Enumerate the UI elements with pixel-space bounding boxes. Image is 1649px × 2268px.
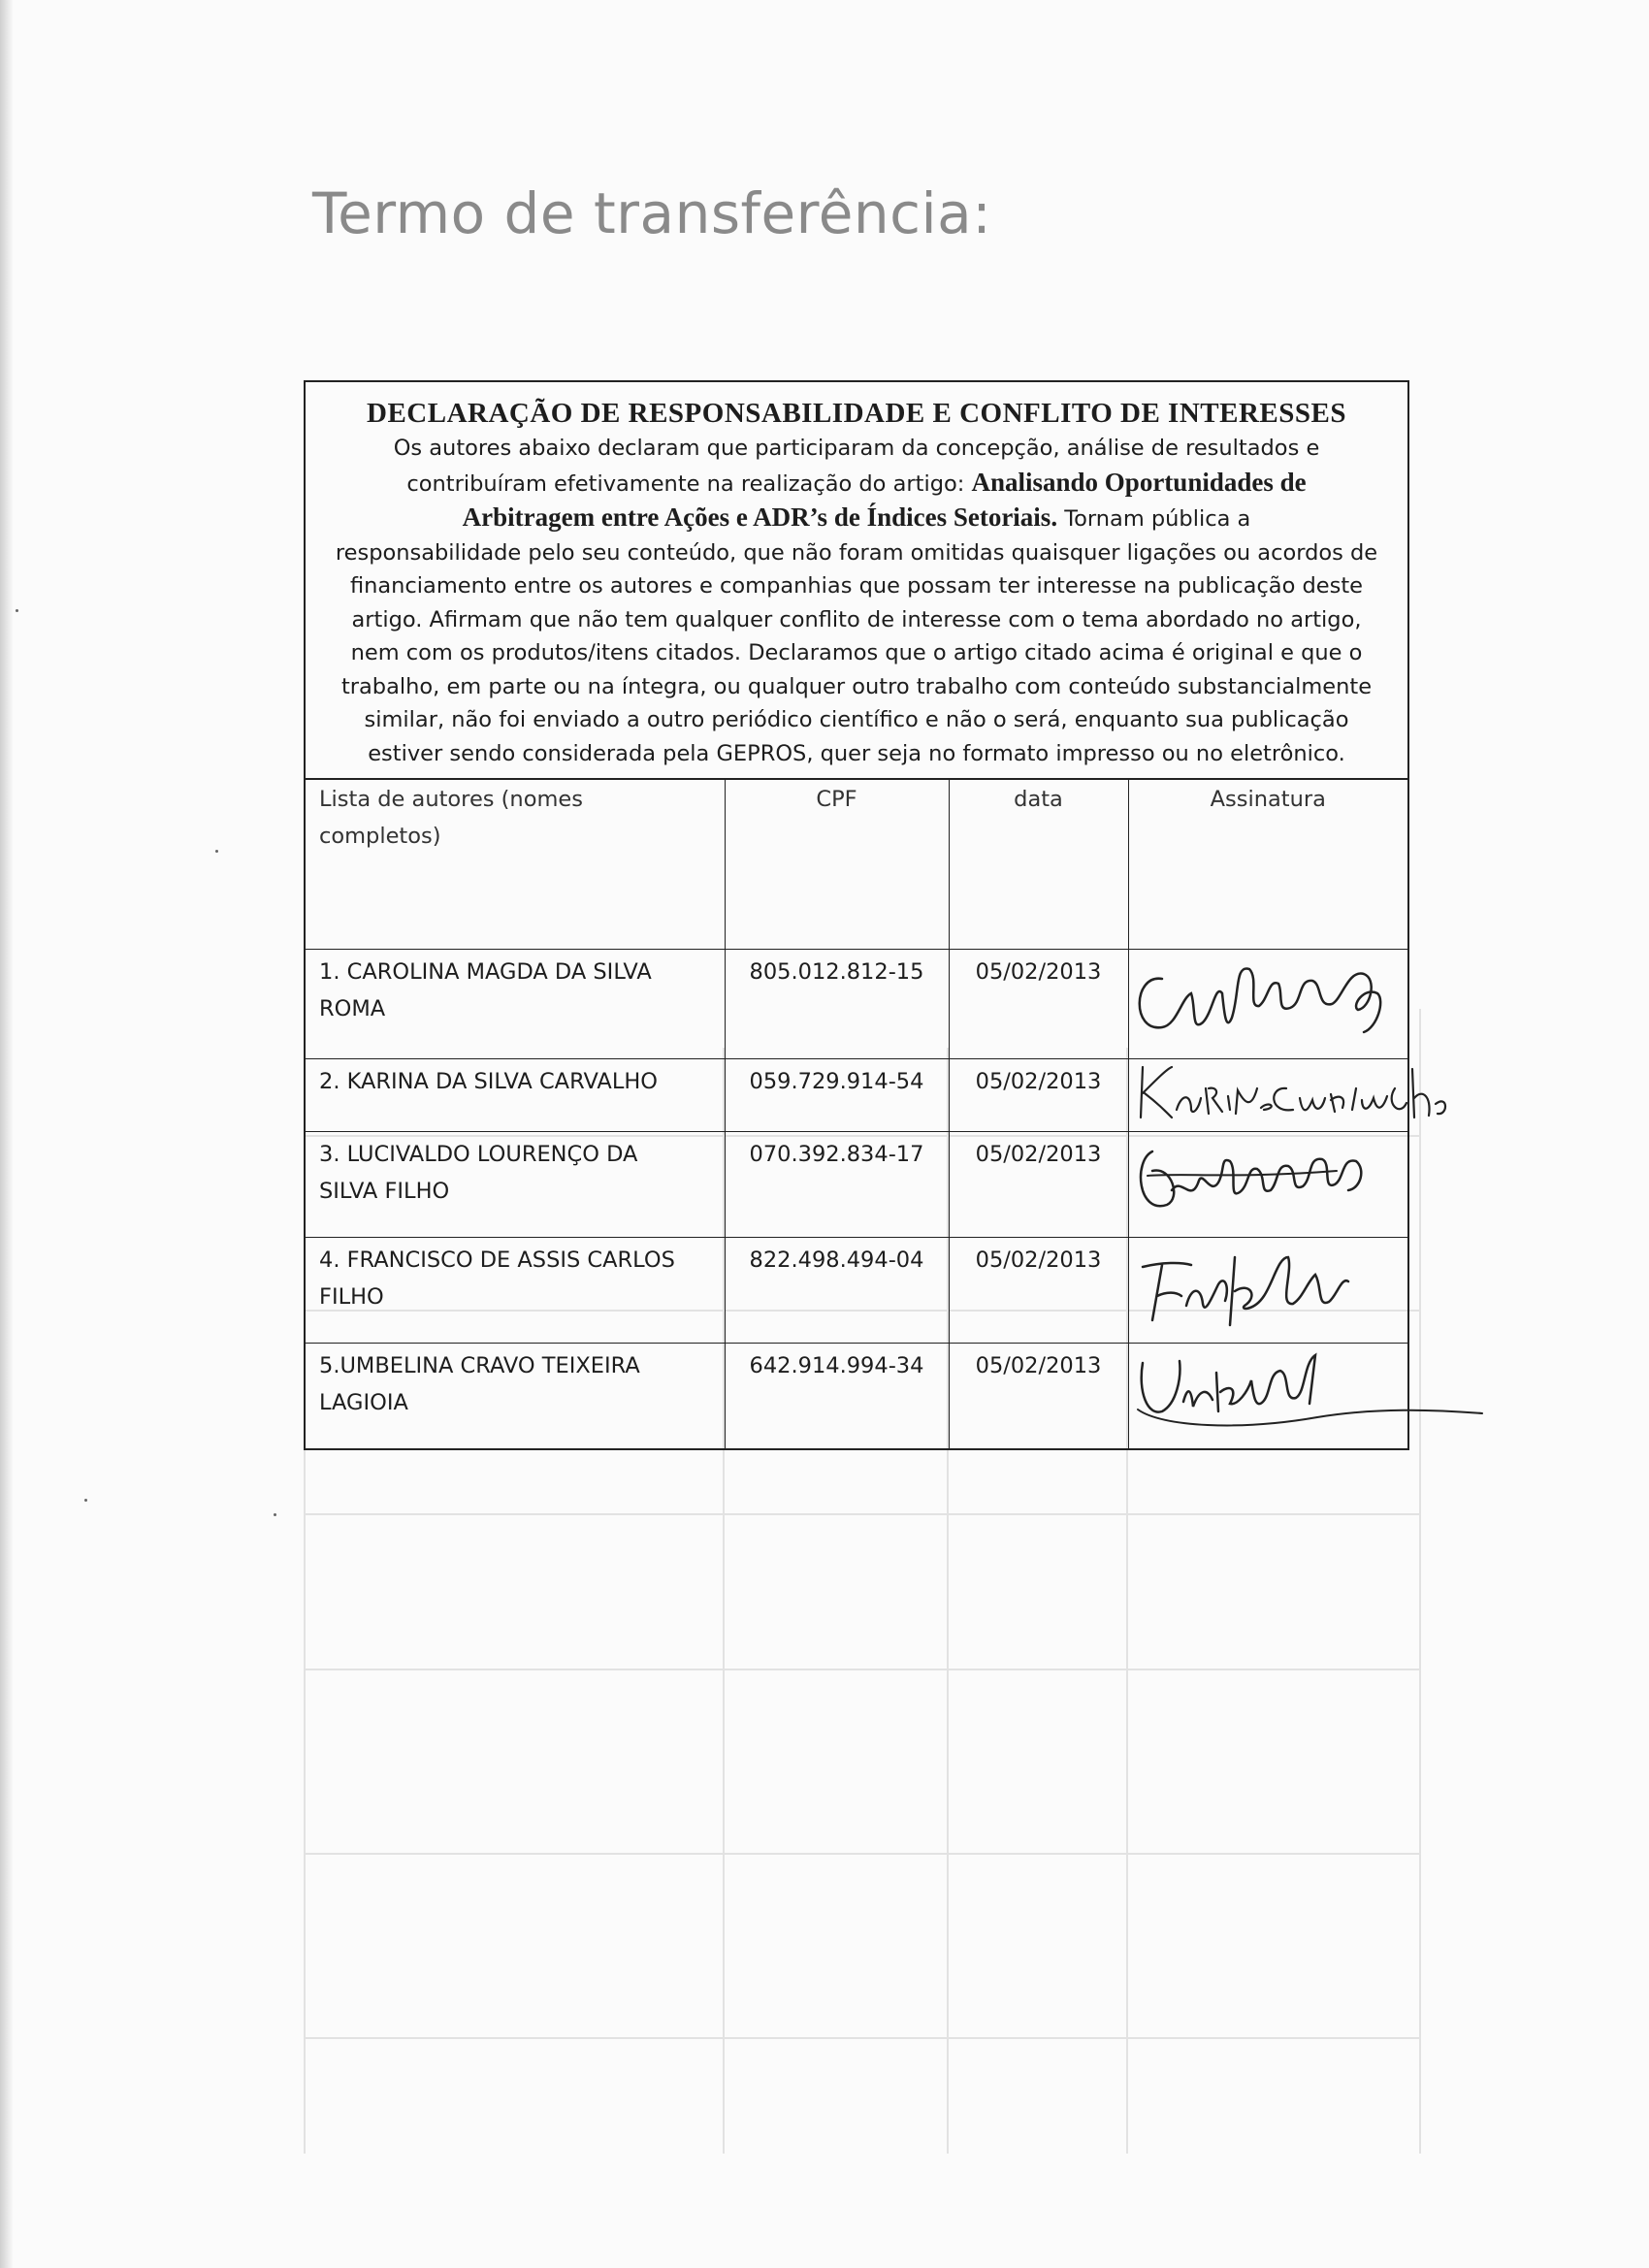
author-cpf: 059.729.914-54 <box>725 1059 949 1132</box>
table-row <box>306 1238 1407 1344</box>
author-date: 05/02/2013 <box>949 1132 1128 1238</box>
table-header-row <box>306 780 1407 950</box>
declaration-line: trabalho, em parte ou na íntegra, ou qualquer outro trabalho com conteúdo substancialmente <box>340 673 1373 699</box>
scan-speck <box>274 1513 276 1516</box>
author-name-line: FILHO <box>319 1284 384 1310</box>
signature-cell <box>1128 1059 1407 1132</box>
signature-cell <box>1128 1344 1407 1449</box>
page-title: Termo de transferência: <box>312 180 992 246</box>
header-cpf: CPF <box>725 780 949 950</box>
declaration-line: contribuíram efetivamente na realização do artigo: <box>406 470 965 497</box>
author-name <box>306 1344 725 1449</box>
author-name-line: 3. LUCIVALDO LOURENÇO DA <box>319 1142 638 1167</box>
author-name-line: 5.UMBELINA CRAVO TEIXEIRA <box>319 1353 640 1378</box>
declaration-line: responsabilidade pelo seu conteúdo, que não foram omitidas quaisquer ligações ou acordos de <box>335 539 1378 566</box>
table-row <box>306 1059 1407 1132</box>
declaration-line: Os autores abaixo declaram que participaram da concepção, análise de resultados e <box>393 436 1320 461</box>
declaration-body <box>306 432 1407 780</box>
declaration-line: financiamento entre os autores e companhias que possam ter interesse na publicação deste <box>349 573 1364 599</box>
author-name-line: 4. FRANCISCO DE ASSIS CARLOS <box>319 1247 675 1273</box>
signature-image <box>1123 1334 1492 1450</box>
author-date: 05/02/2013 <box>949 1344 1128 1449</box>
declaration-line: Tornam pública a <box>1064 506 1251 532</box>
declaration-heading: DECLARAÇÃO DE RESPONSABILIDADE E CONFLITO DE INTERESSES <box>367 398 1346 429</box>
header-authors <box>306 780 725 950</box>
article-title: Analisando Oportunidades de <box>971 467 1307 497</box>
author-name-line: 1. CAROLINA MAGDA DA SILVA <box>319 959 652 985</box>
author-name-line: 2. KARINA DA SILVA CARVALHO <box>319 1069 658 1094</box>
declaration-line: nem com os produtos/itens citados. Declaramos que o artigo citado acima é original e que o <box>350 640 1363 665</box>
author-name-line: SILVA FILHO <box>319 1179 450 1204</box>
author-cpf: 642.914.994-34 <box>725 1344 949 1449</box>
author-name <box>306 1238 725 1344</box>
table-row <box>306 950 1407 1059</box>
author-date: 05/02/2013 <box>949 950 1128 1059</box>
declaration-line: artigo. Afirmam que não tem qualquer conflito de interesse com o tema abordado no artigo, <box>351 606 1362 632</box>
author-date: 05/02/2013 <box>949 1238 1128 1344</box>
declaration-line: similar, não foi enviado a outro periódico científico e não o será, enquanto sua publicação <box>364 707 1349 732</box>
signature-image <box>1123 1050 1472 1137</box>
header-signature: Assinatura <box>1128 780 1407 950</box>
header-authors-line: completos) <box>319 824 441 849</box>
scan-speck <box>84 1499 87 1502</box>
scan-page-edge <box>0 0 14 2268</box>
author-name-line: ROMA <box>319 996 386 1021</box>
scan-speck <box>16 609 18 612</box>
author-cpf: 070.392.834-17 <box>725 1132 949 1238</box>
author-name-line: LAGIOIA <box>319 1390 408 1415</box>
author-cpf: 822.498.494-04 <box>725 1238 949 1344</box>
signature-cell <box>1128 950 1407 1059</box>
authors-table <box>306 780 1407 1448</box>
signature-image <box>1123 1122 1414 1239</box>
scan-speck <box>215 850 218 853</box>
author-cpf: 805.012.812-15 <box>725 950 949 1059</box>
header-authors-line: Lista de autores (nomes <box>319 787 583 812</box>
signature-cell <box>1128 1238 1407 1344</box>
declaration-line: estiver sendo considerada pela GEPROS, quer seja no formato impresso ou no eletrônico. <box>368 740 1345 766</box>
author-name <box>306 1132 725 1238</box>
author-date: 05/02/2013 <box>949 1059 1128 1132</box>
declaration-form <box>304 380 1409 1450</box>
author-name <box>306 950 725 1059</box>
signature-image <box>1123 940 1434 1066</box>
header-date: data <box>949 780 1128 950</box>
table-row <box>306 1132 1407 1238</box>
signature-image <box>1123 1228 1414 1345</box>
signature-cell <box>1128 1132 1407 1238</box>
article-title: Arbitragem entre Ações e ADR’s de Índices Setoriais. <box>462 502 1058 532</box>
table-row <box>306 1344 1407 1449</box>
author-name <box>306 1059 725 1132</box>
